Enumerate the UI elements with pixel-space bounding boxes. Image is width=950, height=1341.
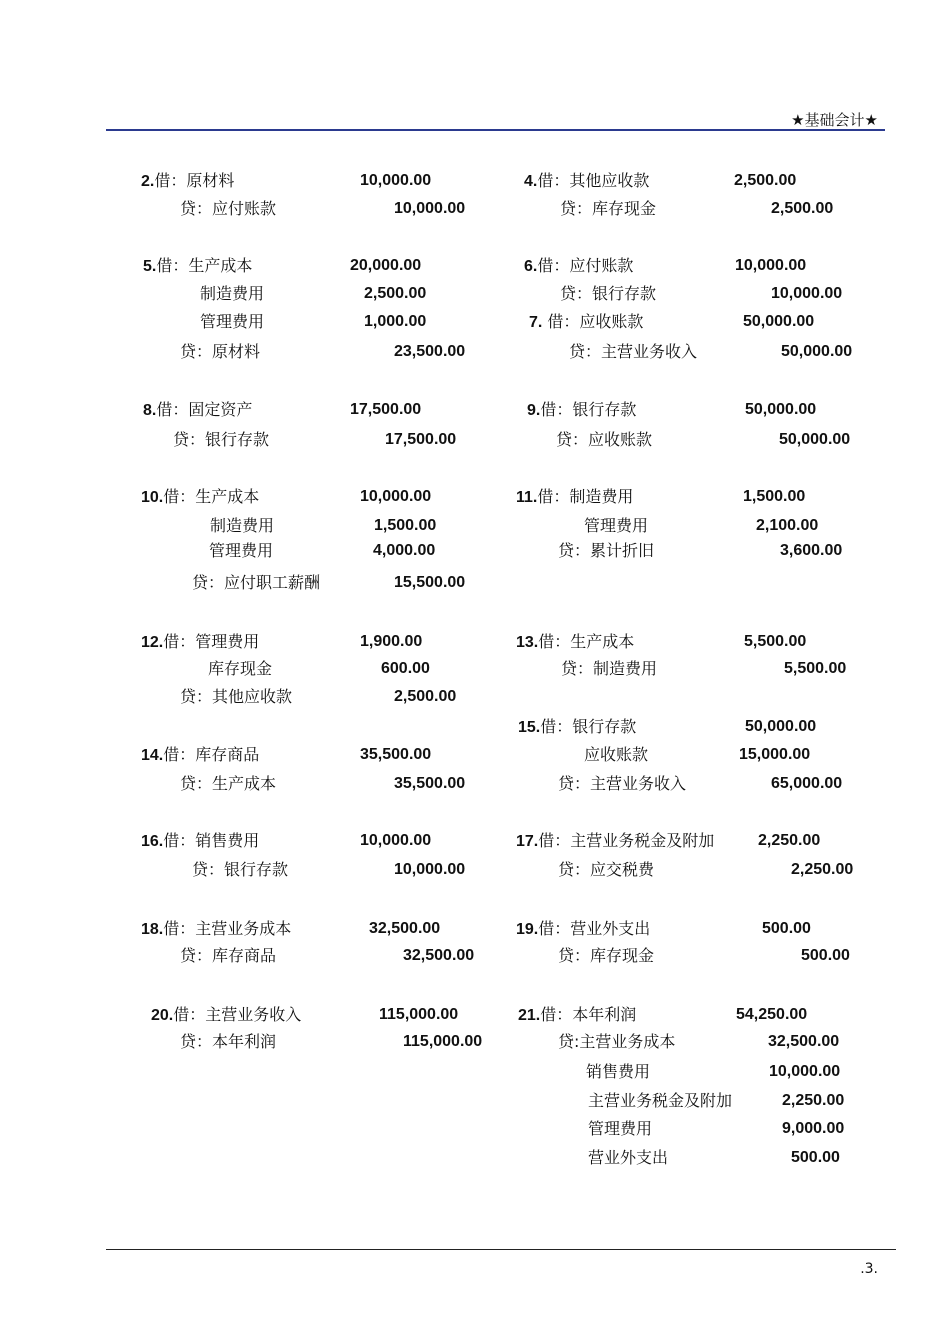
entry-number: 13. (516, 634, 539, 651)
account-name: 管理费用 (209, 541, 274, 560)
account-name: 制造费用 (200, 284, 265, 303)
account-name: 制造费用 (210, 516, 275, 535)
entry-line-label (584, 516, 648, 536)
entry-number: 9. (527, 402, 541, 419)
entry-amount: 23,500.00 (394, 343, 466, 360)
entry-amount: 115,000.00 (403, 1033, 483, 1050)
entry-line-label (180, 199, 276, 219)
entry-line-label (141, 171, 234, 192)
entry-line-label (141, 487, 259, 508)
entry-line-label (141, 745, 259, 766)
account-name: 贷：制造费用 (561, 659, 658, 678)
entry-number: 5. (143, 258, 157, 275)
entry-line-label (588, 1148, 668, 1168)
entry-amount: 5,500.00 (784, 660, 847, 677)
account-name: 贷：生产成本 (180, 774, 277, 793)
entry-line-label (141, 919, 291, 940)
entry-number: 14. (141, 747, 164, 764)
entry-amount: 10,000.00 (394, 200, 466, 217)
entry-amount: 10,000.00 (769, 1063, 841, 1080)
entry-amount: 15,500.00 (394, 574, 466, 591)
entry-amount: 35,500.00 (394, 775, 466, 792)
entry-amount: 1,500.00 (743, 488, 806, 505)
account-name: 借：管理费用 (163, 632, 260, 651)
account-name: 借：生产成本 (163, 487, 260, 506)
entry-line-label (516, 632, 634, 653)
account-name: 借：本年利润 (540, 1005, 637, 1024)
entry-number: 4. (524, 173, 538, 190)
entry-amount: 500.00 (762, 920, 811, 937)
entry-line-label (518, 717, 636, 738)
entry-line-label (558, 1032, 675, 1052)
header-rule (106, 129, 885, 131)
entry-amount: 500.00 (801, 947, 850, 964)
entry-amount: 600.00 (381, 660, 430, 677)
entry-line-label (560, 284, 656, 304)
entry-number: 17. (516, 833, 539, 850)
entry-amount: 2,500.00 (734, 172, 797, 189)
account-name: 管理费用 (200, 312, 265, 331)
entry-amount: 50,000.00 (779, 431, 851, 448)
account-name: 贷：银行存款 (192, 860, 289, 879)
entry-amount: 35,500.00 (360, 746, 432, 763)
entry-line-label (210, 516, 274, 536)
entry-amount: 10,000.00 (360, 172, 432, 189)
entry-amount: 5,500.00 (744, 633, 807, 650)
footer-rule (106, 1249, 896, 1250)
entry-line-label (524, 256, 633, 277)
account-name: 管理费用 (584, 516, 649, 535)
entry-amount: 2,250.00 (791, 861, 854, 878)
entry-line-label (558, 774, 686, 794)
page-number: .3. (860, 1261, 878, 1277)
account-name: 贷：应付职工薪酬 (192, 573, 321, 592)
entry-line-label (141, 632, 259, 653)
entry-line-label (560, 199, 656, 219)
entry-line-label (586, 1062, 650, 1082)
header-title: ★基础会计★ (791, 111, 878, 129)
entry-amount: 1,500.00 (374, 517, 437, 534)
account-name: 借：应收账款 (542, 312, 644, 331)
entry-amount: 17,500.00 (385, 431, 457, 448)
entry-amount: 2,250.00 (782, 1092, 845, 1109)
entry-line-label (180, 774, 276, 794)
entry-amount: 10,000.00 (394, 861, 466, 878)
entry-line-label (529, 312, 643, 333)
entry-amount: 32,500.00 (369, 920, 441, 937)
account-name: 主营业务税金及附加 (588, 1091, 733, 1110)
entry-number: 7. (529, 314, 543, 331)
entry-line-label (180, 687, 292, 707)
entry-line-label (524, 171, 649, 192)
entry-line-label (518, 1005, 636, 1026)
entry-number: 21. (518, 1007, 541, 1024)
entry-amount: 50,000.00 (745, 718, 817, 735)
account-name: 库存现金 (208, 659, 273, 678)
account-name: 应收账款 (584, 745, 649, 764)
account-name: 贷：应付账款 (180, 199, 277, 218)
account-name: 贷：库存现金 (560, 199, 657, 218)
entry-amount: 17,500.00 (350, 401, 422, 418)
entry-amount: 115,000.00 (379, 1006, 459, 1023)
entry-number: 20. (151, 1007, 174, 1024)
account-name: 借：银行存款 (540, 717, 637, 736)
entry-number: 8. (143, 402, 157, 419)
entry-line-label (200, 312, 264, 332)
entry-line-label (143, 400, 252, 421)
entry-line-label (558, 860, 654, 880)
entry-line-label (143, 256, 252, 277)
entry-line-label (151, 1005, 301, 1026)
entry-amount: 2,500.00 (771, 200, 834, 217)
account-name: 借：银行存款 (540, 400, 637, 419)
entry-number: 19. (516, 921, 539, 938)
account-name: 贷：本年利润 (180, 1032, 277, 1051)
entry-amount: 20,000.00 (350, 257, 422, 274)
entry-line-label (200, 284, 264, 304)
account-name: 借：固定资产 (156, 400, 253, 419)
entry-amount: 10,000.00 (771, 285, 843, 302)
entry-line-label (173, 430, 269, 450)
entry-line-label (209, 541, 273, 561)
account-name: 借：库存商品 (163, 745, 260, 764)
account-name: 销售费用 (586, 1062, 651, 1081)
entry-amount: 1,900.00 (360, 633, 423, 650)
entry-amount: 10,000.00 (360, 832, 432, 849)
entry-line-label (588, 1119, 652, 1139)
account-name: 贷：银行存款 (560, 284, 657, 303)
account-name: 贷：银行存款 (173, 430, 270, 449)
entry-number: 18. (141, 921, 164, 938)
entry-amount: 15,000.00 (739, 746, 811, 763)
entry-amount: 500.00 (791, 1149, 840, 1166)
entry-number: 10. (141, 489, 164, 506)
account-name: 贷：主营业务收入 (569, 342, 698, 361)
entry-number: 6. (524, 258, 538, 275)
entry-line-label (561, 659, 657, 679)
account-name: 贷：应收账款 (556, 430, 653, 449)
entry-amount: 4,000.00 (373, 542, 436, 559)
entry-amount: 2,250.00 (758, 832, 821, 849)
account-name: 营业外支出 (588, 1148, 669, 1167)
entry-number: 15. (518, 719, 541, 736)
account-name: 借：制造费用 (537, 487, 634, 506)
entry-amount: 10,000.00 (360, 488, 432, 505)
entry-line-label (180, 1032, 276, 1052)
entry-line-label (588, 1091, 732, 1111)
entry-line-label (180, 342, 260, 362)
account-name: 管理费用 (588, 1119, 653, 1138)
account-name: 贷：累计折旧 (558, 541, 655, 560)
entry-line-label (192, 573, 320, 593)
account-name: 借：生产成本 (156, 256, 253, 275)
entry-line-label (192, 860, 288, 880)
entry-line-label (527, 400, 636, 421)
account-name: 贷：主营业务收入 (558, 774, 687, 793)
entry-amount: 2,100.00 (756, 517, 819, 534)
entry-number: 11. (516, 489, 538, 506)
entry-line-label (556, 430, 652, 450)
entry-line-label (516, 487, 633, 508)
entry-amount: 50,000.00 (743, 313, 815, 330)
entry-amount: 9,000.00 (782, 1120, 845, 1137)
account-name: 借：其他应收款 (537, 171, 650, 190)
entry-line-label (516, 831, 714, 852)
entry-amount: 2,500.00 (364, 285, 427, 302)
entry-number: 16. (141, 833, 164, 850)
account-name: 借：主营业务成本 (163, 919, 292, 938)
entry-line-label (180, 946, 276, 966)
entry-amount: 10,000.00 (735, 257, 807, 274)
account-name: 贷：应交税费 (558, 860, 655, 879)
entry-amount: 32,500.00 (768, 1033, 840, 1050)
account-name: 借：应付账款 (537, 256, 634, 275)
entry-number: 2. (141, 173, 155, 190)
entry-amount: 65,000.00 (771, 775, 843, 792)
account-name: 借：主营业务税金及附加 (538, 831, 715, 850)
entry-line-label (141, 831, 259, 852)
account-name: 贷：库存现金 (558, 946, 655, 965)
account-name: 借：原材料 (154, 171, 235, 190)
account-name: 贷:主营业务成本 (558, 1032, 676, 1051)
entry-line-label (569, 342, 697, 362)
account-name: 贷：库存商品 (180, 946, 277, 965)
entry-amount: 1,000.00 (364, 313, 427, 330)
entry-amount: 50,000.00 (781, 343, 853, 360)
entry-amount: 54,250.00 (736, 1006, 808, 1023)
entry-line-label (558, 541, 654, 561)
entry-line-label (208, 659, 272, 679)
account-name: 借：生产成本 (538, 632, 635, 651)
entry-amount: 2,500.00 (394, 688, 457, 705)
entry-line-label (516, 919, 650, 940)
account-name: 借：主营业务收入 (173, 1005, 302, 1024)
account-name: 贷：其他应收款 (180, 687, 293, 706)
account-name: 借：销售费用 (163, 831, 260, 850)
entry-number: 12. (141, 634, 164, 651)
account-name: 贷：原材料 (180, 342, 261, 361)
entry-amount: 32,500.00 (403, 947, 475, 964)
entry-line-label (584, 745, 648, 765)
entry-amount: 50,000.00 (745, 401, 817, 418)
entry-amount: 3,600.00 (780, 542, 843, 559)
account-name: 借：营业外支出 (538, 919, 651, 938)
entry-line-label (558, 946, 654, 966)
